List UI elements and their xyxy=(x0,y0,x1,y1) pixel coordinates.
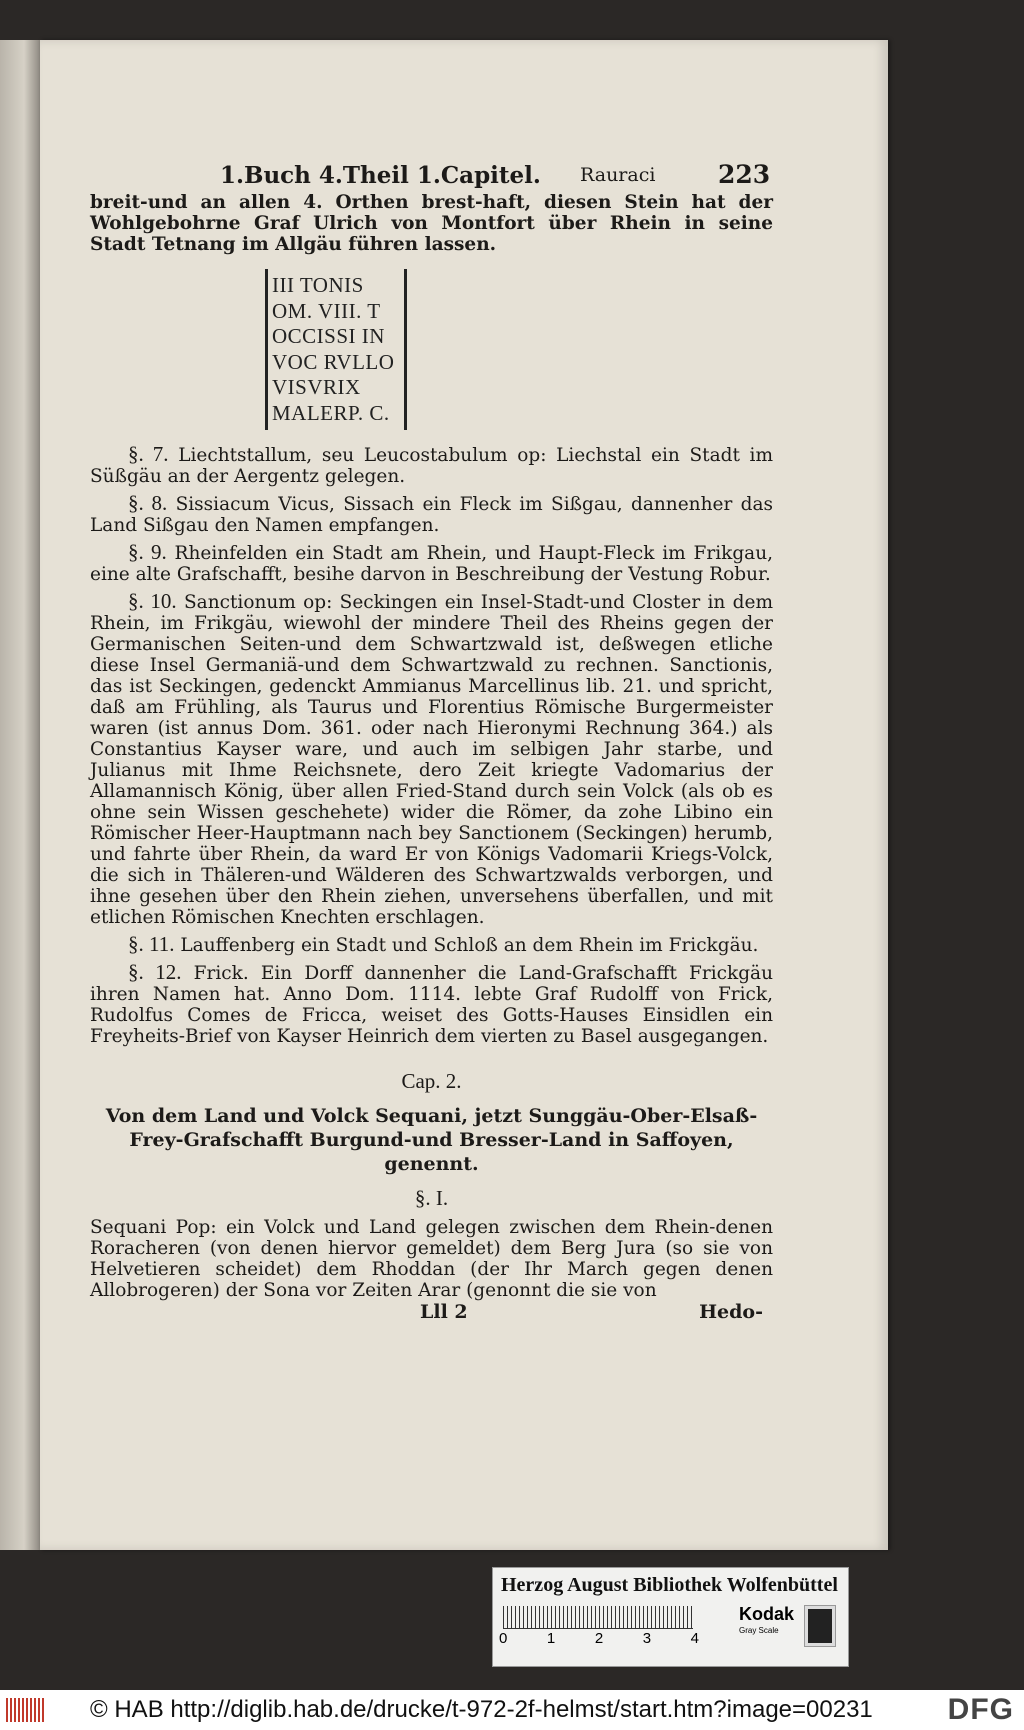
kodak-brand: Kodak xyxy=(739,1604,795,1624)
paragraph-text: Sissiacum Vicus, Sissach ein Fleck im Sißgau, dannenher das Land Sißgau den Namen empfangen. xyxy=(90,494,774,536)
book-page xyxy=(40,40,888,1550)
ruler-labels xyxy=(499,1630,699,1647)
ruler-label: 1 xyxy=(546,1630,556,1647)
page-number: 223 xyxy=(718,160,771,189)
section-mark: §. 8. xyxy=(128,491,168,515)
ruler-label: 0 xyxy=(499,1630,508,1647)
running-title: 1.Buch 4.Theil 1.Capitel. xyxy=(220,162,541,189)
section-mark: §. 10. xyxy=(128,589,177,613)
signature-mark: Lll 2 xyxy=(420,1301,468,1323)
paragraph-8 xyxy=(90,493,773,536)
inscription-line: MALERP. C. xyxy=(272,400,390,425)
section-mark: §. 9. xyxy=(128,540,167,564)
section-mark: §. 7. xyxy=(128,442,169,466)
paragraph-9 xyxy=(90,542,773,585)
paragraph-text: Rheinfelden ein Stadt am Rhein, und Haupt-Fleck im Frikgau, eine alte Grafschafft, besihe darvon in Beschreibung der Vestung Robur. xyxy=(90,543,773,585)
paragraph-text: Sanctionum op: Seckingen ein Insel-Stadt-und Closter in dem Rhein, im Frikgäu, wiewohl der mindere Theil des Rheins gegen der Germanischen Seiten-und dem Schwartzwald ist, deßwegen etliche diese Insel Germaniä-und dem Schwartzwald zu rechnen. Sanctionis, das ist Seckingen, gedenckt Ammianus Marcellinus lib. 21. und spricht, daß am Frühling, als Taurus und Florentius Römische Burgermeister waren (ist annus Dom. 361. oder nach Hieronymi Rechnung 364.) als Constantius Kayser ware, und auch im selbigen Jahr starbe, und Julianus mit Ihme Reichsnete, dero Zeit kriegte Vadomarius der Allamannisch König, über allen Fried-Stand durch sein Volck (als ob es ohne sein Wissen geschehete) wider die Römer, da zohe Libino ein Römischer Heer-Hauptmann nach bey Sanctionem (Seckingen) herumb, und fahrte über Rhein, da ward Er von Königs Vadomarii Kriegs-Volck, die sich in Thäleren-und Wälderen des Schwartzwalds verborgen, und ihne gesehen über den Rhein ziehen, unversehens überfallen, und mit etlichen Römischen Knechten erschlagen. xyxy=(90,592,773,928)
source-url[interactable]: © HAB http://diglib.hab.de/drucke/t-972-2f-helmst/start.htm?image=00231 xyxy=(90,1696,873,1723)
page-content xyxy=(90,152,773,1331)
ruler-label: 3 xyxy=(642,1630,652,1647)
gray-patch xyxy=(805,1606,835,1646)
gray-scale-caption: Gray Scale xyxy=(739,1626,779,1635)
viewer-footer xyxy=(0,1690,1024,1730)
section-mark: §. 11. xyxy=(128,932,175,956)
catchline xyxy=(90,1301,773,1331)
inscription-line: OCCISSI IN xyxy=(272,324,385,348)
chapter-number: Cap. 2. xyxy=(401,1069,462,1093)
facing-page-edge xyxy=(0,40,40,1550)
dfg-logo: DFG xyxy=(947,1693,1014,1726)
intro-text: breit-und an allen 4. Orthen brest-haft, diesen Stein hat der Wohlgebohrne Graf Ulrich von Montfort über Rhein in seine Stadt Tetnang im Allgäu führen lassen. xyxy=(90,192,773,255)
inscription-line: VISVRIX xyxy=(272,375,361,399)
running-header xyxy=(90,152,773,192)
inscription-line: VOC RVLLO xyxy=(272,349,395,374)
chapter-text: Sequani Pop: ein Volck und Land gelegen zwischen dem Rhein-denen Roracheren (von denen hiervor gemeldet) dem Berg Jura (so sie von Helvetieren scheidet) dem Rhoddan (der Ihr March gegen denen Allobrogeren) der Sona vor Zeiten Arar (genonnt die sie von xyxy=(90,1217,773,1301)
paragraph-text: Liechtstallum, seu Leucostabulum op: Liechstal ein Stadt im Süßgäu an der Aergentz gelegen. xyxy=(90,445,773,487)
hab-logo-icon xyxy=(6,1698,44,1722)
inscription-line: OM. VIII. T xyxy=(272,298,381,323)
paragraph-text: Frick. Ein Dorff dannenher die Land-Grafschafft Frickgäu ihren Namen hat. Anno Dom. 1114. lebte Graf Rudolff von Frick, Rudolfus Comes de Fricca, weiset des Gotts-Hauses Einsidlen ein Freyheits-Brief von Kayser Heinrich dem vierten zu Basel ausgegangen. xyxy=(90,963,773,1047)
chapter-section-mark: §. I. xyxy=(414,1186,449,1210)
inscription-box xyxy=(265,269,407,430)
inscription-line: III TONIS xyxy=(272,273,364,297)
section-mark: §. 12. xyxy=(128,960,182,984)
scale-ruler xyxy=(503,1606,693,1629)
library-name: Herzog August Bibliothek Wolfenbüttel xyxy=(501,1574,838,1596)
color-calibration-card xyxy=(492,1567,849,1667)
catchword: Hedo- xyxy=(699,1301,763,1323)
paragraph-10 xyxy=(90,591,773,928)
paragraph-text: Lauffenberg ein Stadt und Schloß an dem Rhein im Frickgäu. xyxy=(180,935,759,956)
paragraph-11 xyxy=(90,934,773,956)
chapter-heading: Von dem Land und Volck Sequani, jetzt Sunggäu-Ober-Elsaß-Frey-Grafschafft Burgund-und Bresser-Land in Saffoyen, genennt. xyxy=(105,1105,758,1175)
paragraph-12 xyxy=(90,962,773,1047)
ruler-label: 2 xyxy=(594,1630,604,1647)
section-name: Rauraci xyxy=(580,164,656,186)
ruler-label: 4 xyxy=(690,1630,699,1647)
paragraph-7 xyxy=(90,444,773,487)
